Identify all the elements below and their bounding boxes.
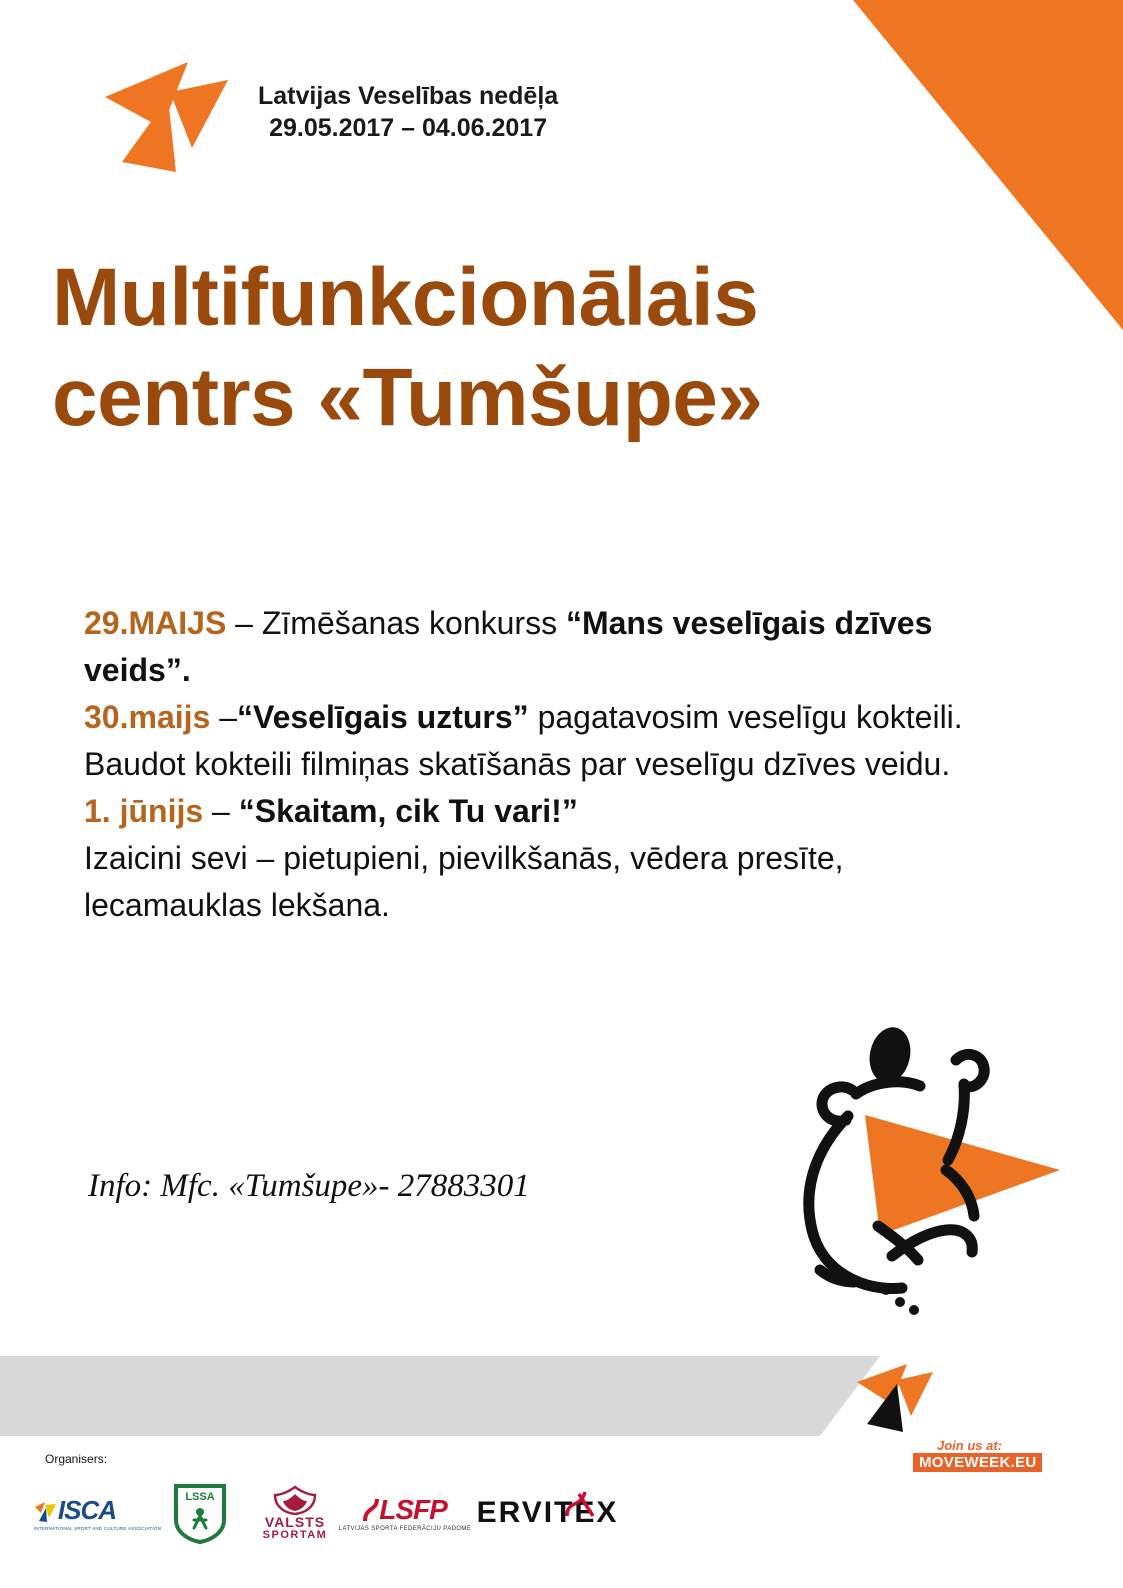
- now-we-move-wordmark: [933, 1362, 1067, 1419]
- join-us-label: Join us at:: [937, 1438, 1003, 1453]
- header: [100, 52, 558, 172]
- program-day2-dash: –: [210, 699, 237, 736]
- program-day1: [84, 600, 1024, 694]
- organisers-label: Organisers:: [45, 1452, 108, 1466]
- organiser-logo-valsts-sportam: [245, 1482, 345, 1544]
- organiser-logo-lsfp: [338, 1482, 472, 1544]
- page-title-line2: centrs «Tumšupe»: [52, 352, 763, 444]
- now-we-move-arrow-icon: [100, 52, 250, 172]
- now-we-move-brand: [855, 1352, 1095, 1472]
- lsfp-subtitle: LATVIJAS SPORTA FEDERĀCIJU PADOME: [338, 1526, 472, 1532]
- program-day3-heading: [84, 788, 1024, 835]
- program-day3-text: Izaicini sevi – pietupieni, pievilkšanās, vēdera presīte, lecamauklas lekšana.: [84, 840, 844, 924]
- contact-info: Info: Mfc. «Tumšupe»- 27883301: [88, 1168, 530, 1204]
- isca-wordmark: ISCA: [57, 1495, 117, 1525]
- valsts-wordmark: VALSTS: [264, 1514, 326, 1530]
- isca-mark-icon: [34, 1499, 58, 1523]
- moveweek-url[interactable]: MOVEWEEK.EU: [913, 1453, 1042, 1472]
- program-day2: [84, 694, 1024, 788]
- program-day3-quoted: “Skaitam, cik Tu vari!”: [238, 793, 578, 830]
- organisers-logos: [33, 1478, 680, 1548]
- program-text: [84, 600, 1024, 929]
- now-we-move-line1: NOW: [933, 1361, 1001, 1391]
- page-title: [52, 248, 1072, 448]
- organiser-logo-ervitex: [465, 1482, 630, 1544]
- program-day1-date: 29.MAIJS: [84, 605, 227, 641]
- lsfp-wordmark: LSFP: [379, 1494, 447, 1525]
- program-day2-date: 30.maijs: [84, 699, 211, 736]
- program-day3-date: 1. jūnijs: [84, 793, 204, 830]
- program-day3-dash: –: [203, 793, 239, 830]
- svg-text:LSSA: LSSA: [185, 1491, 215, 1503]
- program-day1-text: Zīmēšanas konkurss: [261, 605, 566, 641]
- header-title-line2: 29.05.2017 – 04.06.2017: [269, 114, 548, 142]
- now-we-move-line2: WE MOVE: [933, 1389, 1068, 1420]
- header-title: [258, 80, 558, 144]
- lsfp-mark-icon: [363, 1497, 379, 1523]
- valsts-crest-icon: [271, 1485, 319, 1515]
- person-with-arrow-illustration-icon: [760, 1020, 1090, 1320]
- program-day2-text: pagatavosim veselīgu kokteili. Baudot kokteili filmiņas skatīšanās par veselīgu dzīves veidu.: [84, 699, 963, 783]
- program-day1-quoted: “Mans veselīgais dzīves veids”.: [84, 605, 933, 689]
- program-day2-quoted: “Veselīgais uzturs”: [237, 699, 529, 736]
- isca-subtitle: INTERNATIONAL SPORT AND CULTURE ASSOCIATION: [33, 1526, 162, 1531]
- valsts-subtitle: SPORTAM: [262, 1529, 328, 1541]
- ervitex-wordmark: ERVITEX: [476, 1496, 619, 1529]
- header-title-line1: Latvijas Veselības nedēļa: [258, 82, 559, 110]
- page-title-line1: Multifunkcionālais: [52, 252, 759, 343]
- program-day1-dash: –: [226, 605, 262, 641]
- organiser-logo-isca: [33, 1482, 162, 1544]
- ervitex-mark-icon: [563, 1490, 597, 1520]
- organiser-logo-lssa: [155, 1482, 245, 1544]
